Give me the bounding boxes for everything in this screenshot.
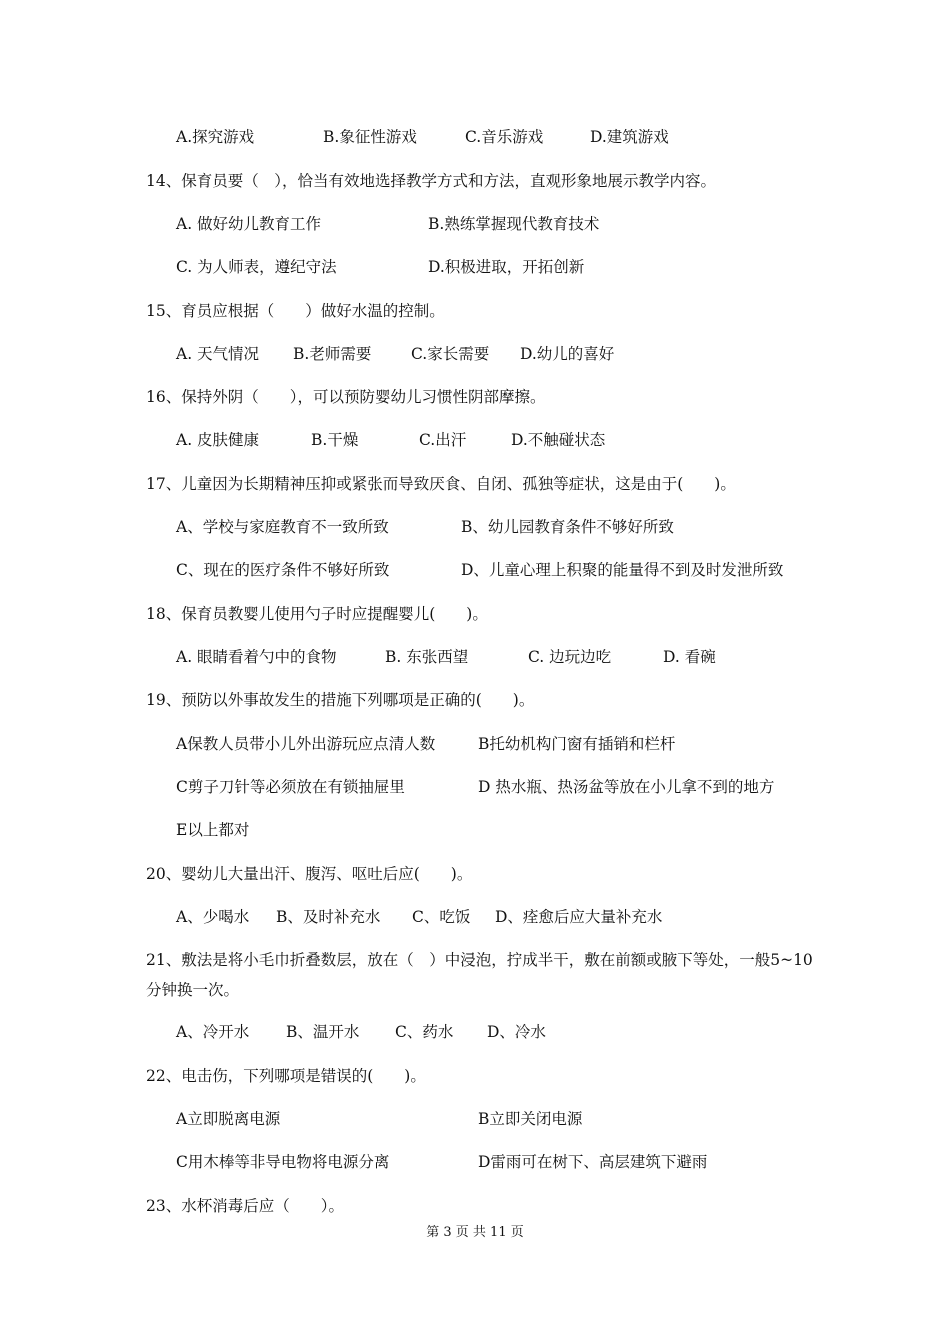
option: D.建筑游戏: [590, 128, 669, 146]
option: C.音乐游戏: [465, 128, 544, 146]
question-19: 19、预防以外事故发生的措施下列哪项是正确的( )。: [146, 691, 535, 709]
option: C. 边玩边吃: [528, 648, 612, 666]
question-16: 16、保持外阴（ ），可以预防婴幼儿习惯性阴部摩擦。: [146, 388, 546, 406]
question-20: 20、婴幼儿大量出汗、腹泻、呕吐后应( )。: [146, 865, 473, 883]
option: C.家长需要: [411, 345, 490, 363]
option: E以上都对: [176, 821, 250, 839]
option: C、现在的医疗条件不够好所致: [176, 561, 390, 579]
option: B、及时补充水: [276, 908, 381, 926]
question-23: 23、水杯消毒后应（ ）。: [146, 1197, 344, 1215]
option: D、儿童心理上积聚的能量得不到及时发泄所致: [461, 561, 784, 579]
option: C用木棒等非导电物将电源分离: [176, 1153, 390, 1171]
option: B、幼儿园教育条件不够好所致: [461, 518, 674, 536]
question-22: 22、电击伤，下列哪项是错误的( )。: [146, 1067, 426, 1085]
option: B立即关闭电源: [478, 1110, 583, 1128]
question-15: 15、育员应根据（ ）做好水温的控制。: [146, 302, 445, 320]
option: A. 做好幼儿教育工作: [176, 215, 322, 233]
option: A、少喝水: [176, 908, 250, 926]
page-number: 第 3 页 共 11 页: [426, 1225, 524, 1240]
option: C、吃饭: [412, 908, 471, 926]
option: B.老师需要: [293, 345, 372, 363]
option: C. 为人师表，遵纪守法: [176, 258, 337, 276]
option: A. 眼睛看着勺中的食物: [176, 648, 337, 666]
question-21: 21、敷法是将小毛巾折叠数层，放在（ ）中浸泡，拧成半干，敷在前额或腋下等处，一般5~10分钟换一次。: [146, 951, 813, 999]
option: B托幼机构门窗有插销和栏杆: [478, 735, 676, 753]
option: A、学校与家庭教育不一致所致: [176, 518, 389, 536]
question-17: 17、儿童因为长期精神压抑或紧张而导致厌食、自闭、孤独等症状，这是由于( )。: [146, 475, 736, 493]
option: A. 天气情况: [176, 345, 260, 363]
option: C剪子刀针等必须放在有锁抽屉里: [176, 778, 405, 796]
option: D.幼儿的喜好: [520, 345, 615, 363]
option: A.探究游戏: [176, 128, 255, 146]
option: A立即脱离电源: [176, 1110, 281, 1128]
option: D.不触碰状态: [511, 431, 606, 449]
option: D、痊愈后应大量补充水: [495, 908, 663, 926]
option: A. 皮肤健康: [176, 431, 260, 449]
option: A、冷开水: [176, 1023, 250, 1041]
option: B.象征性游戏: [323, 128, 417, 146]
option: B、温开水: [286, 1023, 360, 1041]
option: C.出汗: [419, 431, 467, 449]
question-14: 14、保育员要（ ），恰当有效地选择教学方式和方法，直观形象地展示教学内容。: [146, 172, 716, 190]
option: C、药水: [395, 1023, 454, 1041]
option: D.积极进取，开拓创新: [428, 258, 585, 276]
option: D 热水瓶、热汤盆等放在小儿拿不到的地方: [478, 778, 775, 796]
option: B.熟练掌握现代教育技术: [428, 215, 600, 233]
question-18: 18、保育员教婴儿使用勺子时应提醒婴儿( )。: [146, 605, 488, 623]
option: A保教人员带小儿外出游玩应点清人数: [176, 735, 436, 753]
option: D雷雨可在树下、高层建筑下避雨: [478, 1153, 708, 1171]
option: D、冷水: [487, 1023, 546, 1041]
option: D. 看碗: [663, 648, 716, 666]
option: B.干燥: [311, 431, 359, 449]
option: B. 东张西望: [385, 648, 469, 666]
